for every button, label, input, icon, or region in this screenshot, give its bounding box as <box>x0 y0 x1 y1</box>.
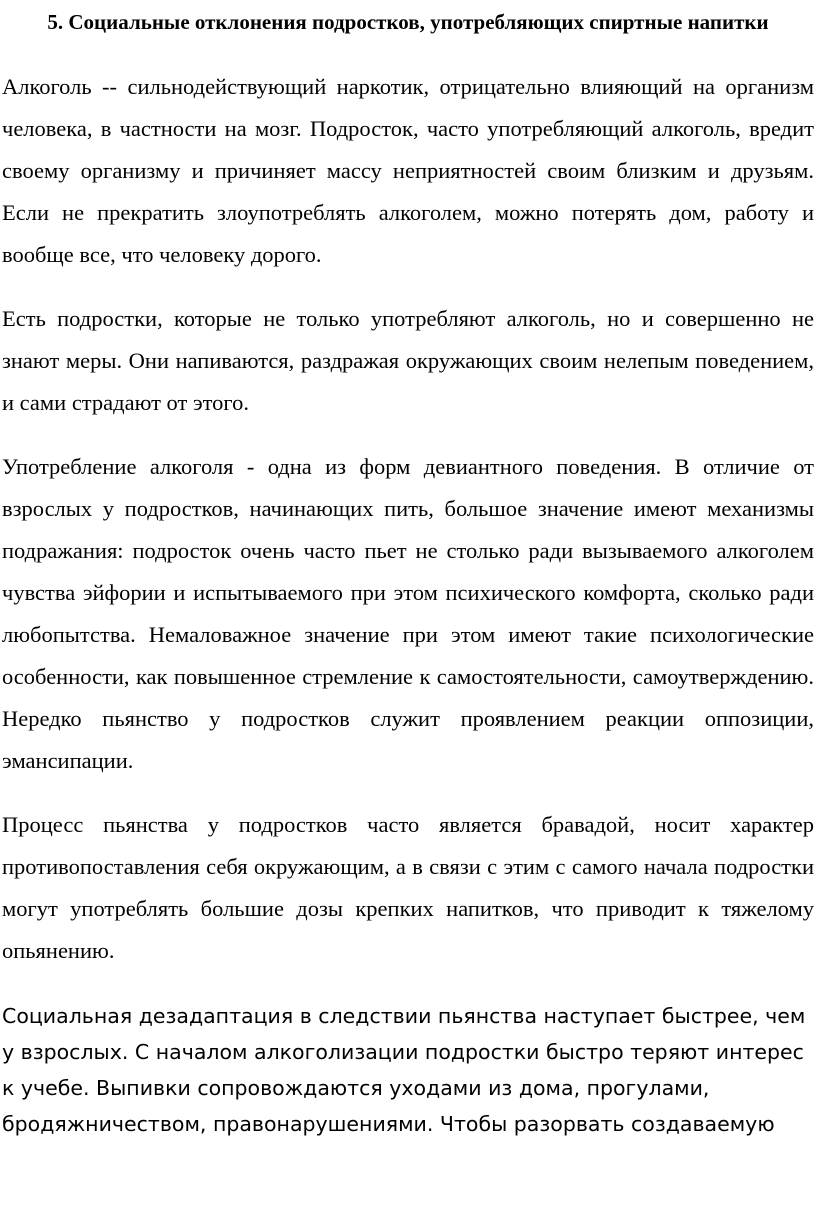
paragraph-deviant-behavior: Употребление алкоголя - одна из форм девиантного поведения. В отличие от взрослых у подростков, начинающих пить, большое значение имеют механизмы подражания: подросток очень часто пьет не столько ради вызываемого алкоголем чувства эйфории и испытываемого при этом психического комфорта, сколько ради любопытства. Немаловажное значение при этом имеют такие психологические особенности, как повышенное стремление к самостоятельности, самоутверждению. Нередко пьянство у подростков служит проявлением реакции оппозиции, эмансипации. <box>2 454 814 773</box>
paragraph-alcohol-narcotic: Алкоголь -- сильнодействующий наркотик, отрицательно влияющий на организм человека, в частности на мозг. Подросток, часто употребляющий алкоголь, вредит своему организму и причиняет массу неприятностей своим близким и друзьям. Если не прекратить злоупотреблять алкоголем, можно потерять дом, работу и вообще все, что человеку дорого. <box>2 74 814 267</box>
paragraph-no-limits: Есть подростки, которые не только употребляют алкоголь, но и совершенно не знают меры. Они напиваются, раздражая окружающих своим нелепым поведением, и сами страдают от этого. <box>2 306 814 415</box>
paragraph-social-maladaptation: Социальная дезадаптация в следствии пьянства наступает быстрее, чем у взрослых. С началом алкоголизации подростки быстро теряют интерес к учебе. Выпивки сопровождаются уходами из дома, прогулами, бродяжничеством, правонарушениями. Чтобы разорвать создаваемую <box>2 1004 806 1136</box>
paragraph-bravado: Процесс пьянства у подростков часто является бравадой, носит характер противопоставления себя окружающим, а в связи с этим с самого начала подростки могут употреблять большие дозы крепких напитков, что приводит к тяжелому опьянению. <box>2 812 814 963</box>
section-title: 5. Социальные отклонения подростков, употребляющих спиртные напитки <box>47 10 769 34</box>
